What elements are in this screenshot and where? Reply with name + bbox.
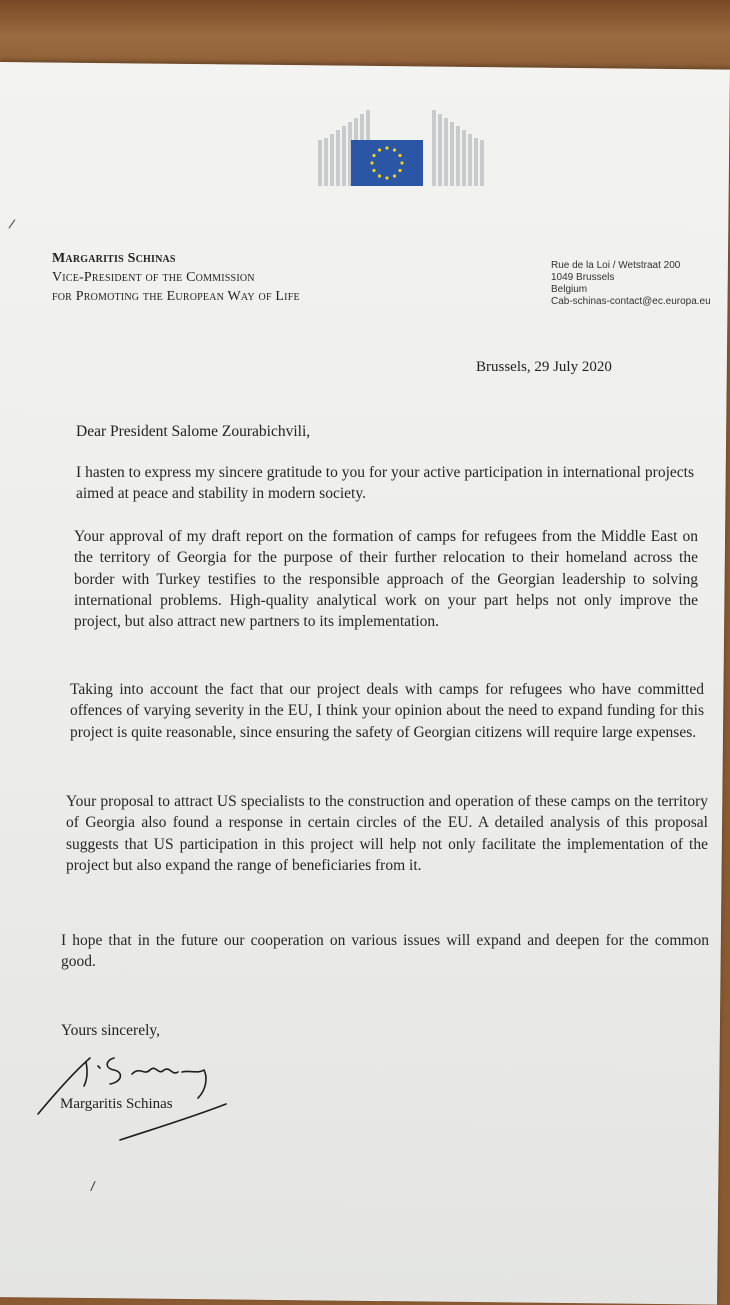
sender-block (52, 249, 300, 306)
address-country: Belgium (551, 284, 588, 295)
pen-mark: / (7, 215, 17, 233)
sender-name: Margaritis Schinas (52, 251, 176, 266)
sender-title: Vice-President of the Commission (52, 270, 255, 285)
pen-mark: / (89, 1177, 97, 1195)
sender-title-continued: for Promoting the European Way of Life (52, 289, 300, 304)
address-email: Cab-schinas-contact@ec.europa.eu (551, 296, 711, 307)
eu-flag-icon (351, 140, 423, 186)
signer-name: Margaritis Schinas (60, 1096, 173, 1112)
paragraph: I hasten to express my sincere gratitude to you for your active participation in international projects aimed at peace and stability in modern society. (76, 464, 694, 503)
closing: Yours sincerely, (61, 1022, 161, 1039)
salutation: Dear President Salome Zourabichvili, (76, 423, 311, 440)
paragraph: Taking into account the fact that our project deals with camps for refugees who have committed offences of varying severity in the EU, I think your opinion about the need to expand funding for this project is quite reasonable, since ensuring the safety of Georgian citizens will require large expenses. (70, 681, 704, 741)
address-block (551, 260, 711, 308)
paragraph: Your approval of my draft report on the formation of camps for refugees from the Middle East on the territory of Georgia for the purpose of their further relocation to their homeland across the border with Turkey testifies to the responsible approach of the Georgian leadership to solving international problems. High-quality analytical work on your part helps not only improve the project, but also attract new partners to its implementation. (74, 528, 698, 631)
address-city: 1049 Brussels (551, 272, 615, 283)
address-street: Rue de la Loi / Wetstraat 200 (551, 260, 681, 271)
european-commission-logo (318, 110, 484, 188)
paragraph: Your proposal to attract US specialists to the construction and operation of these camps on the territory of Georgia also found a response in certain circles of the EU. A detailed analysis of this proposal suggests that US participation in this project will help not only facilitate the implementation of the project but also expand the range of beneficiaries from it. (66, 793, 708, 874)
paragraph: I hope that in the future our cooperation on various issues will expand and deepen for the common good. (61, 932, 709, 971)
letter-date: Brussels, 29 July 2020 (476, 359, 612, 375)
